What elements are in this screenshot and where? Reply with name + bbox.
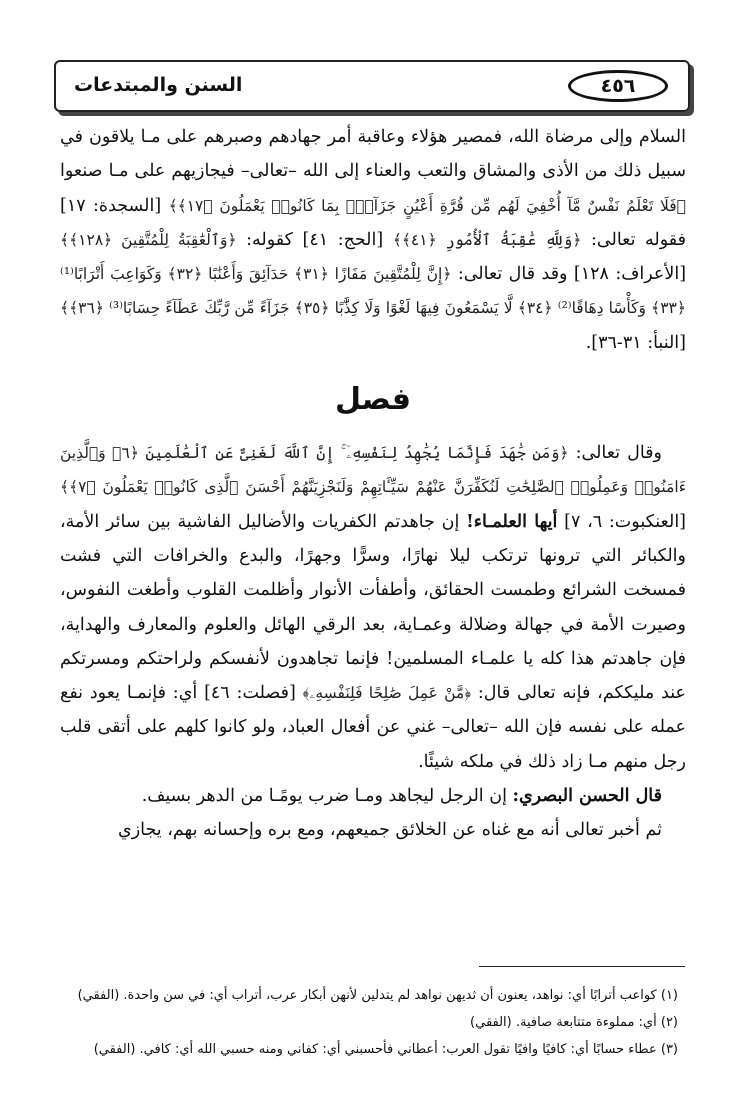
text: [فصلت: ٤٦] أي: فإنمـا يعود نفع عمله على نفسه فإن الله –تعالى– غني عن أفعال العباد، ولو كانوا كلهم على أتقى قلب رجل منهم مـا زاد ذلك في ملكه شيئًا. [60, 683, 686, 772]
paragraph-4: ثم أخبر تعالى أنه مع غناه عن الخلائق جميعهم، ومع بره وإحسانه بهم، يجازي [118, 820, 662, 841]
bold-phrase: قال الحسن البصري: [512, 786, 662, 807]
quran-verse: ﴿وَٱلْعَٰقِبَةُ لِلْمُتَّقِينَ ﴿١٢٨﴾﴾ [60, 230, 237, 249]
main-text [60, 120, 686, 848]
quran-verse: ﴿مَّنْ عَمِلَ صَٰلِحًا فَلِنَفْسِهِۦ﴾ [302, 684, 472, 703]
page-number: ٤٥٦ [568, 70, 668, 102]
footnotes [60, 982, 686, 1063]
footnote-3: (٣) عطاء حسابًا أي: كافيًا وافيًا تقول العرب: أعطاني فأحسبني أي: كفاني ومنه حسبي الله أي: كافي. (الفقي) [93, 1042, 678, 1057]
book-title: السنن والمبتدعات [74, 74, 243, 96]
text: السلام وإلى مرضاة الله، فمصير هؤلاء وعاقبة أمر جهادهم وصبرهم على مـا يلاقون في سبيل ذلك من الأذى والمشاق والتعب والعناء إلى الله –تعالى– فيجازيهم على مـا صنعوا [60, 127, 686, 182]
paragraph-2 [60, 436, 686, 779]
paragraph-1 [60, 120, 686, 360]
text: وقال تعالى: [568, 443, 662, 464]
page-header [54, 60, 690, 112]
quran-verse: ﴿وَلِلَّهِ عَٰقِبَةُ ٱلْأُمُورِ ﴿٤١﴾﴾ [392, 230, 582, 249]
quran-verse: ﴿وَمَن جَٰهَدَ فَإِنَّمَا يُجَٰهِدُ لِنَفْسِهِۦٓ ۚ إِنَّ ٱللَّهَ لَغَنِىٌّ عَنِ ٱلْعَٰلَمِينَ ﴿٦﴾ وَٱلَّذِينَ ءَامَنُوا۟ وَعَمِلُوا۟ ٱلصَّٰلِحَٰتِ لَنُكَفِّرَنَّ عَنْهُمْ سَيِّـَٔاتِهِمْ وَلَنَجْزِيَنَّهُمْ أَحْسَنَ ٱلَّذِى كَانُوا۟ يَعْمَلُونَ ﴿٧﴾﴾ [60, 444, 686, 497]
bold-phrase: أيها العلمـاء! [466, 511, 558, 532]
footnote-divider [479, 966, 685, 967]
citation: [السجدة: ١٧] فقوله تعالى: [60, 195, 686, 250]
text: إن الرجل ليجاهد ومـا ضرب يومًـا من الدهر بسيف. [141, 786, 513, 807]
footnote-1: (١) كواعب أترابًا أي: نواهد، يعنون أن ثديهن نواهد لم يتدلين لأنهن أبكار عرب، أتراب أي: في سن واحدة. (الفقي) [77, 988, 678, 1003]
citation: [الحج: ٤١] كقوله: [236, 229, 393, 250]
citation: [النبأ: ٣١-٣٦]. [585, 332, 686, 353]
quran-verse: ﴿إِنَّ لِلْمُتَّقِينَ مَفَازًا ﴿٣١﴾ حَدَآئِقَ وَأَعْنَٰبًا ﴿٣٢﴾ وَكَوَاعِبَ أَتْرَابًا⁽¹⁾ ﴿٣٣﴾ وَكَأْسًا دِهَاقًا⁽²⁾ ﴿٣٤﴾ لَّا يَسْمَعُونَ فِيهَا لَغْوًا وَلَا كِذَّٰبًا ﴿٣٥﴾ جَزَآءً مِّن رَّبِّكَ عَطَآءً حِسَابًا⁽³⁾ ﴿٣٦﴾﴾ [60, 265, 686, 318]
citation: [العنكبوت: ٦، ٧] [557, 511, 687, 532]
footnote-2: (٢) أي: مملوءة متتابعة صافية. (الفقي) [470, 1015, 678, 1030]
paragraph-3 [60, 779, 686, 813]
quran-verse: ﴿فَلَا تَعْلَمُ نَفْسٌ مَّآ أُخْفِيَ لَهُم مِّن قُرَّةِ أَعْيُنٍ جَزَآءًۢ بِمَا كَانُوا۟ يَعْمَلُونَ ﴿١٧﴾﴾ [168, 196, 686, 215]
citation: [الأعراف: ١٢٨] وقد قال تعالى: [451, 264, 687, 285]
text: إن جاهدتم الكفريات والأضاليل الفاشية بين سائر الأمة، والكبائر التي ترونها ترتكب ليلا نهارًا، وسرًّا وجهرًا، والبدع والخرافات التي فشت فمسخت الشرائع وطمست الحقائق، وأطفأت الأنوار وأظلمت القلوب وأطغت النفوس، وصيرت الأمة في جهالة وضلالة وعمـاية، بعد الرقي الهائل والعلوم والمعارف والهداية، فإن جاهدتم هذا كله يا علمـاء المسلمين! فإنما تجاهدون لأنفسكم ولراحتكم ومسرتكم عند مليككم، فإنه تعالى قال: [60, 511, 686, 704]
section-title: فصل [335, 382, 411, 418]
